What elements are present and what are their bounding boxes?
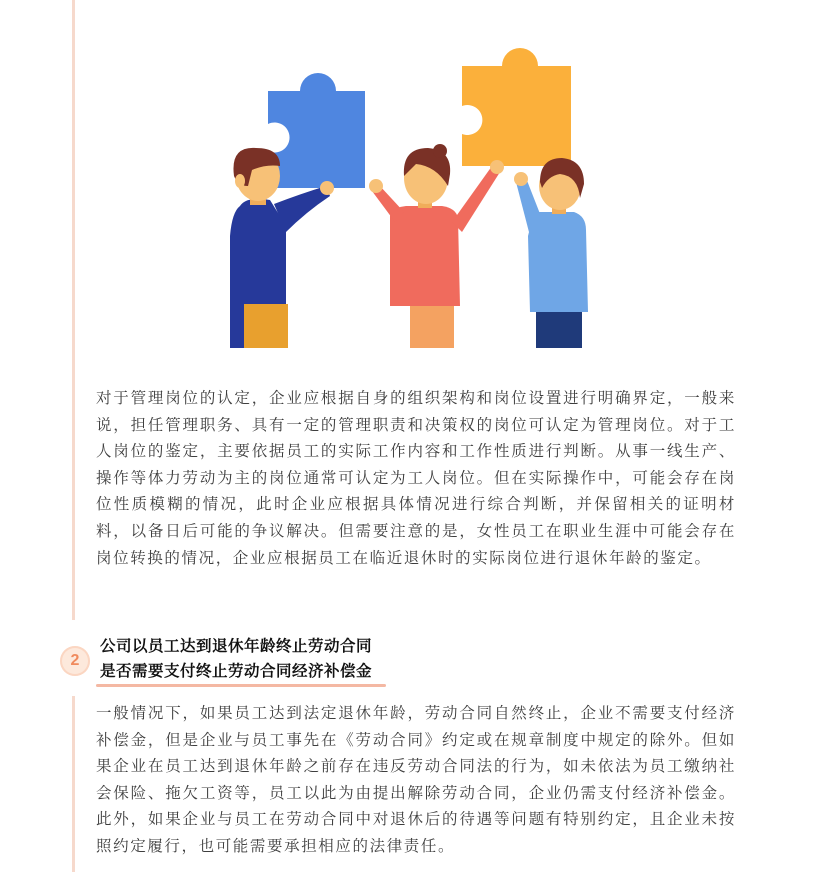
left-accent-rule-bottom — [72, 696, 75, 872]
paragraph-position-classification: 对于管理岗位的认定，企业应根据自身的组织架构和岗位设置进行明确界定，一般来说，担任管理职务、具有一定的管理职责和决策权的岗位可认定为管理岗位。对于工人岗位的鉴定，主要依据员工的实际工作内容和工作性质进行判断。从事一线生产、操作等体力劳动为主的岗位通常可认定为工人岗位。但在实际操作中，可能会存在岗位性质模糊的情况，此时企业应根据具体情况进行综合判断，并保留相关的证明材料，以备日后可能的争议解决。但需要注意的是，女性员工在职业生涯中可能会存在岗位转换的情况，企业应根据员工在临近退休时的实际岗位进行退休年龄的鉴定。 — [96, 389, 736, 567]
left-accent-rule-top — [72, 0, 75, 620]
section-heading-underline — [96, 684, 386, 687]
orange-puzzle-piece-icon — [462, 48, 571, 166]
middle-person-figure — [369, 144, 504, 348]
section-number-badge — [60, 646, 90, 676]
blue-puzzle-piece-icon — [268, 73, 365, 188]
section-heading-line-2: 是否需要支付终止劳动合同经济补偿金 — [100, 662, 373, 680]
puzzle-teamwork-illustration — [190, 36, 640, 348]
right-person-figure — [514, 158, 588, 348]
section-heading-line-1: 公司以员工达到退休年龄终止劳动合同 — [100, 637, 373, 655]
section-number: 2 — [70, 652, 80, 669]
paragraph-compensation-answer: 一般情况下，如果员工达到法定退休年龄，劳动合同自然终止，企业不需要支付经济补偿金，但是企业与员工事先在《劳动合同》约定或在规章制度中规定的除外。但如果企业在员工达到退休年龄之前存在违反劳动合同法的行为，如未依法为员工缴纳社会保险、拖欠工资等，员工以此为由提出解除劳动合同，企业仍需支付经济补偿金。此外，如果企业与员工在劳动合同中对退休后的待遇等问题有特别约定，且企业未按照约定履行，也可能需要承担相应的法律责任。 — [96, 704, 736, 855]
section-heading — [100, 634, 400, 684]
